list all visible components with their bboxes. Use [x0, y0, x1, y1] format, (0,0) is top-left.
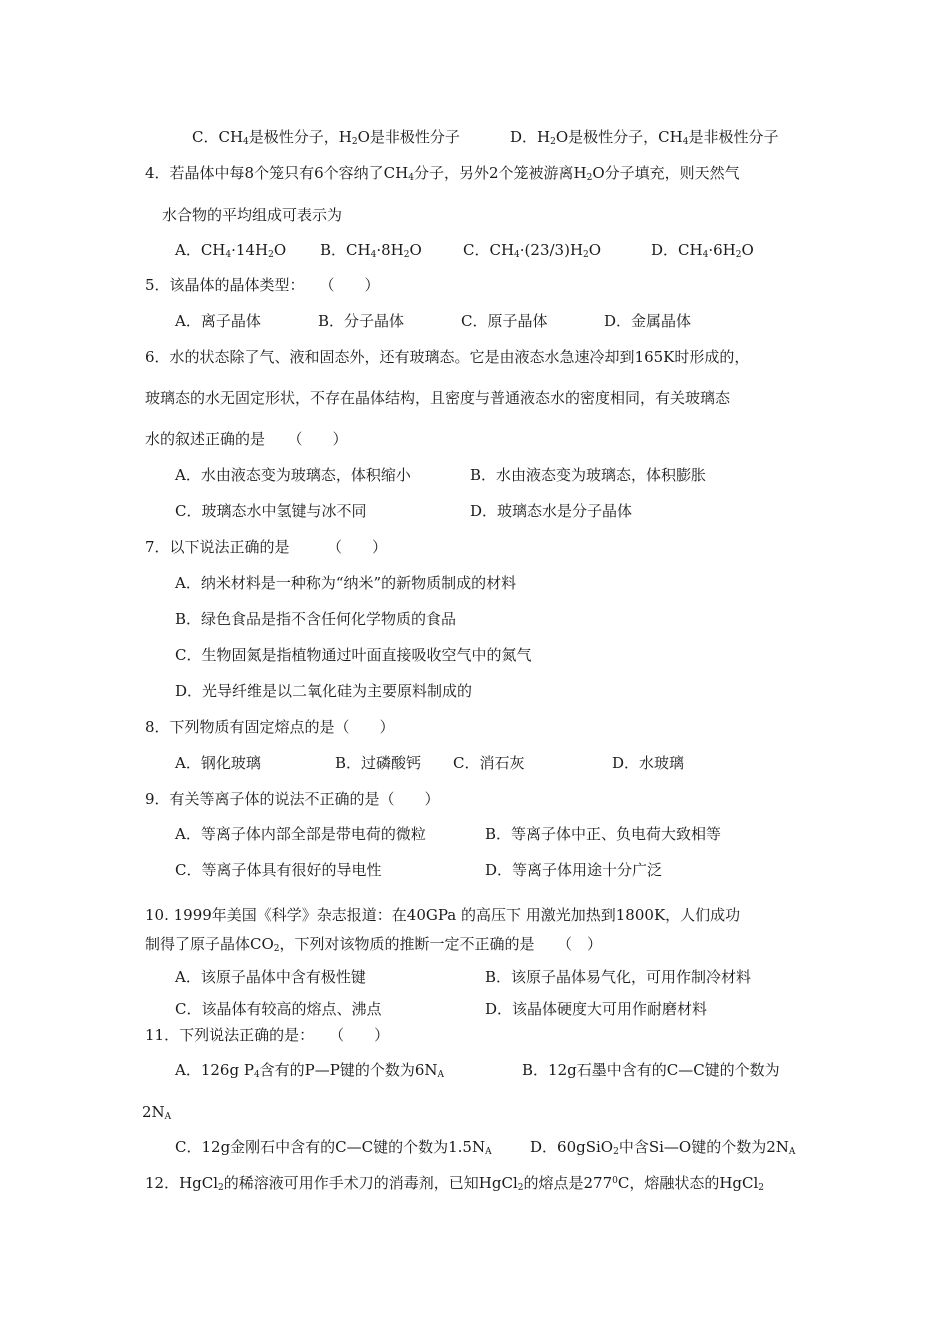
- q4-option-c: C．$CH_4\cdot(23/3)H_2O$: [463, 241, 602, 260]
- q5-option-d: D．金属晶体: [604, 312, 692, 330]
- q5-option-c: C．原子晶体: [461, 312, 548, 330]
- q10-option-c: C．该晶体有较高的熔点、沸点: [175, 1000, 382, 1018]
- q3-option-c: C．$CH_4$是极性分子，$H_2O$是非极性分子: [192, 128, 460, 147]
- q7-stem: 7．以下说法正确的是 （ ）: [145, 538, 388, 556]
- q4-stem-line1: 4．若晶体中每8个笼只有6个容纳了$CH_4$分子，另外2个笼被游离$H_2O$分子填充，则天然气: [145, 164, 740, 183]
- q10-option-a: A．该原子晶体中含有极性键: [175, 968, 366, 986]
- q11-stem: 11．下列说法正确的是： （ ）: [145, 1026, 390, 1044]
- q10-option-d: D．该晶体硬度大可用作耐磨材料: [485, 1000, 708, 1018]
- q7-option-a: A．纳米材料是一种称为“纳米”的新物质制成的材料: [175, 574, 517, 592]
- q5-option-a: A．离子晶体: [175, 312, 261, 330]
- q6-stem-line3: 水的叙述正确的是 （ ）: [145, 430, 348, 448]
- q8-stem: 8．下列物质有固定熔点的是（ ）: [145, 718, 395, 736]
- q6-option-c: C．玻璃态水中氢键与冰不同: [175, 502, 367, 520]
- q9-option-d: D．等离子体用途十分广泛: [485, 861, 663, 879]
- q8-option-a: A．钢化玻璃: [175, 754, 261, 772]
- q12-stem-line1: 12．HgCl$_2$的稀溶液可用作手术刀的消毒剂，已知HgCl$_2$的熔点是$277^0C$，熔融状态的HgCl$_2$: [145, 1174, 765, 1193]
- q9-stem: 9．有关等离子体的说法不正确的是（ ）: [145, 790, 440, 808]
- q11-option-d: D．60gSiO$_2$中含Si—O键的个数为$2N_A$: [530, 1138, 796, 1157]
- q11-option-c: C．12g金刚石中含有的C—C键的个数为$1.5N_A$: [175, 1138, 492, 1157]
- q8-option-b: B．过磷酸钙: [335, 754, 422, 772]
- q6-option-d: D．玻璃态水是分子晶体: [470, 502, 633, 520]
- q9-option-c: C．等离子体具有很好的导电性: [175, 861, 382, 879]
- q7-option-c: C．生物固氮是指植物通过叶面直接吸收空气中的氮气: [175, 646, 532, 664]
- q9-option-b: B．等离子体中正、负电荷大致相等: [485, 825, 722, 843]
- q6-stem-line1: 6．水的状态除了气、液和固态外，还有玻璃态。它是由液态水急速冷却到165K时形成的，: [145, 348, 750, 366]
- q6-option-a: A．水由液态变为玻璃态，体积缩小: [175, 466, 411, 484]
- q4-option-d: D．$CH_4\cdot 6H_2O$: [651, 241, 754, 260]
- q4-stem-line2: 水合物的平均组成可表示为: [162, 206, 343, 224]
- q8-option-c: C．消石灰: [453, 754, 525, 772]
- q6-option-b: B．水由液态变为玻璃态，体积膨胀: [470, 466, 707, 484]
- q9-option-a: A．等离子体内部全部是带电荷的微粒: [175, 825, 426, 843]
- q4-option-a: A．$CH_4\cdot 14H_2O$: [175, 241, 287, 260]
- q10-stem-line2: 制得了原子晶体$CO_2$，下列对该物质的推断一定不正确的是 （ ）: [145, 935, 603, 954]
- q10-stem-line1: 10. 1999年美国《科学》杂志报道：在40GPa 的高压下 用激光加热到1800K，人们成功: [145, 906, 741, 924]
- q6-stem-line2: 玻璃态的水无固定形状，不存在晶体结构，且密度与普通液态水的密度相同，有关玻璃态: [145, 389, 731, 407]
- q11-option-b-continued: $2N_A$: [142, 1103, 172, 1122]
- q7-option-d: D．光导纤维是以二氧化硅为主要原料制成的: [175, 682, 473, 700]
- q10-option-b: B．该原子晶体易气化，可用作制冷材料: [485, 968, 752, 986]
- q11-option-a: A．126g $P_4$含有的P—P键的个数为$6N_A$: [175, 1061, 445, 1080]
- q8-option-d: D．水玻璃: [612, 754, 685, 772]
- q7-option-b: B．绿色食品是指不含任何化学物质的食品: [175, 610, 457, 628]
- q11-option-b: B．12g石墨中含有的C—C键的个数为: [522, 1061, 780, 1079]
- q5-option-b: B．分子晶体: [318, 312, 405, 330]
- q4-option-b: B．$CH_4\cdot 8H_2O$: [320, 241, 422, 260]
- q5-stem: 5．该晶体的晶体类型： （ ）: [145, 276, 380, 294]
- q3-option-d: D．$H_2O$是极性分子，$CH_4$是非极性分子: [510, 128, 779, 147]
